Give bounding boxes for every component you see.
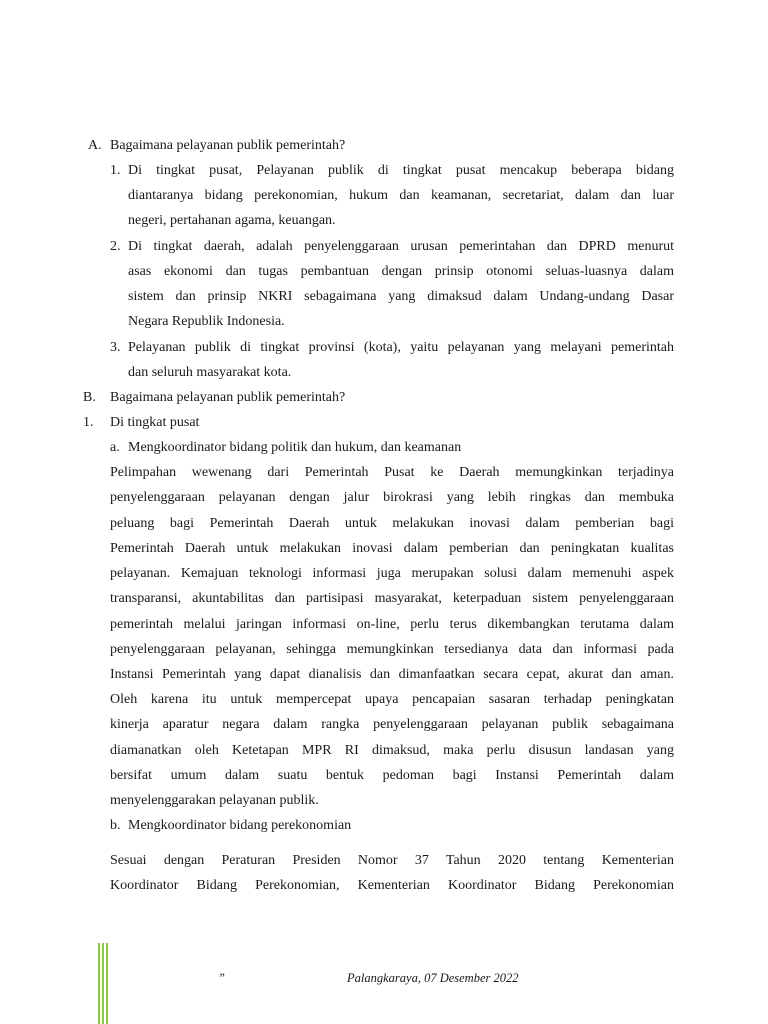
item-a-label: Mengkoordinator bidang politik dan hukum, dan keamanan <box>128 440 462 455</box>
footer-quote-mark: ” <box>218 971 225 985</box>
item-a-marker: a. <box>110 440 120 455</box>
section-a-item-3-line: Pelayanan publik di tingkat provinsi (kota), yaitu pelayanan yang melayani pemerintah <box>128 340 674 355</box>
footer-bar <box>98 943 100 1024</box>
paragraph-line: Oleh karena itu untuk mempercepat upaya pencapaian sasaran terhadap peningkatan <box>110 692 674 707</box>
section-a-item-3-number: 3. <box>110 340 121 355</box>
section-a-item-1-line: Di tingkat pusat, Pelayanan publik di tingkat pusat mencakup beberapa bidang <box>128 163 674 178</box>
paragraph-line: bersifat umum dalam suatu bentuk pedoman bagi Instansi Pemerintah dalam <box>110 768 674 783</box>
paragraph-2-line: Koordinator Bidang Perekonomian, Kementerian Koordinator Bidang Perekonomian <box>110 878 674 893</box>
paragraph-line: diamanatkan oleh Ketetapan MPR RI dimaksud, maka perlu disusun landasan yang <box>110 743 674 758</box>
paragraph-line: transparansi, akuntabilitas dan partisipasi masyarakat, keterpaduan sistem penyelenggaraan <box>110 591 674 606</box>
footer-place-date: Palangkaraya, 07 Desember 2022 <box>347 971 519 985</box>
section-b-sub-1-label: Di tingkat pusat <box>110 415 200 430</box>
section-b-marker: B. <box>83 390 96 405</box>
paragraph-2-line: Sesuai dengan Peraturan Presiden Nomor 37 Tahun 2020 tentang Kementerian <box>110 853 674 868</box>
section-a-item-2-line: Di tingkat daerah, adalah penyelenggaraan urusan pemerintahan dan DPRD menurut <box>128 239 674 254</box>
section-a-item-1-number: 1. <box>110 163 121 178</box>
footer-decorative-bars <box>98 943 110 1024</box>
paragraph-line: peluang bagi Pemerintah Daerah untuk melakukan inovasi dalam pemberian bagi <box>110 516 674 531</box>
section-a-heading: Bagaimana pelayanan publik pemerintah? <box>110 138 346 153</box>
paragraph-line: menyelenggarakan pelayanan publik. <box>110 793 319 808</box>
section-b-heading: Bagaimana pelayanan publik pemerintah? <box>110 390 346 405</box>
paragraph-line: pelayanan. Kemajuan teknologi informasi juga merupakan solusi dalam memenuhi aspek <box>110 566 674 581</box>
paragraph-line: kinerja aparatur negara dalam rangka penyelenggaraan pelayanan publik sebagaimana <box>110 717 674 732</box>
item-b-marker: b. <box>110 818 121 833</box>
paragraph-line: pemerintah melalui jaringan informasi on-line, perlu terus dikembangkan terutama dalam <box>110 617 674 632</box>
section-a-item-3-line: dan seluruh masyarakat kota. <box>128 365 292 380</box>
section-a-item-2-line: asas ekonomi dan tugas pembantuan dengan prinsip otonomi seluas-luasnya dalam <box>128 264 674 279</box>
section-a-item-1-line: diantaranya bidang perekonomian, hukum dan keamanan, secretariat, dalam dan luar <box>128 188 674 203</box>
section-a-item-2-line: sistem dan prinsip NKRI sebagaimana yang dimaksud dalam Undang-undang Dasar <box>128 289 674 304</box>
section-a-item-2-number: 2. <box>110 239 121 254</box>
section-b-sub-1-marker: 1. <box>83 415 94 430</box>
paragraph-line: Instansi Pemerintah yang dapat dianalisis dan dimanfaatkan secara cepat, akurat dan aman. <box>110 667 674 682</box>
section-a-item-2-line: Negara Republik Indonesia. <box>128 314 285 329</box>
section-a-item-1-line: negeri, pertahanan agama, keuangan. <box>128 213 336 228</box>
footer-bar <box>106 943 108 1024</box>
paragraph-line: penyelenggaraan pelayanan dengan jalur birokrasi yang lebih ringkas dan membuka <box>110 490 674 505</box>
paragraph-line: penyelenggaraan pelayanan, sehingga memungkinkan tersedianya data dan informasi pada <box>110 642 674 657</box>
paragraph-line: Pelimpahan wewenang dari Pemerintah Pusat ke Daerah memungkinkan terjadinya <box>110 465 674 480</box>
item-b-label: Mengkoordinator bidang perekonomian <box>128 818 352 833</box>
paragraph-line: Pemerintah Daerah untuk melakukan inovasi dalam pemberian dan peningkatan kualitas <box>110 541 674 556</box>
footer-bar <box>102 943 104 1024</box>
section-a-marker: A. <box>88 138 102 153</box>
